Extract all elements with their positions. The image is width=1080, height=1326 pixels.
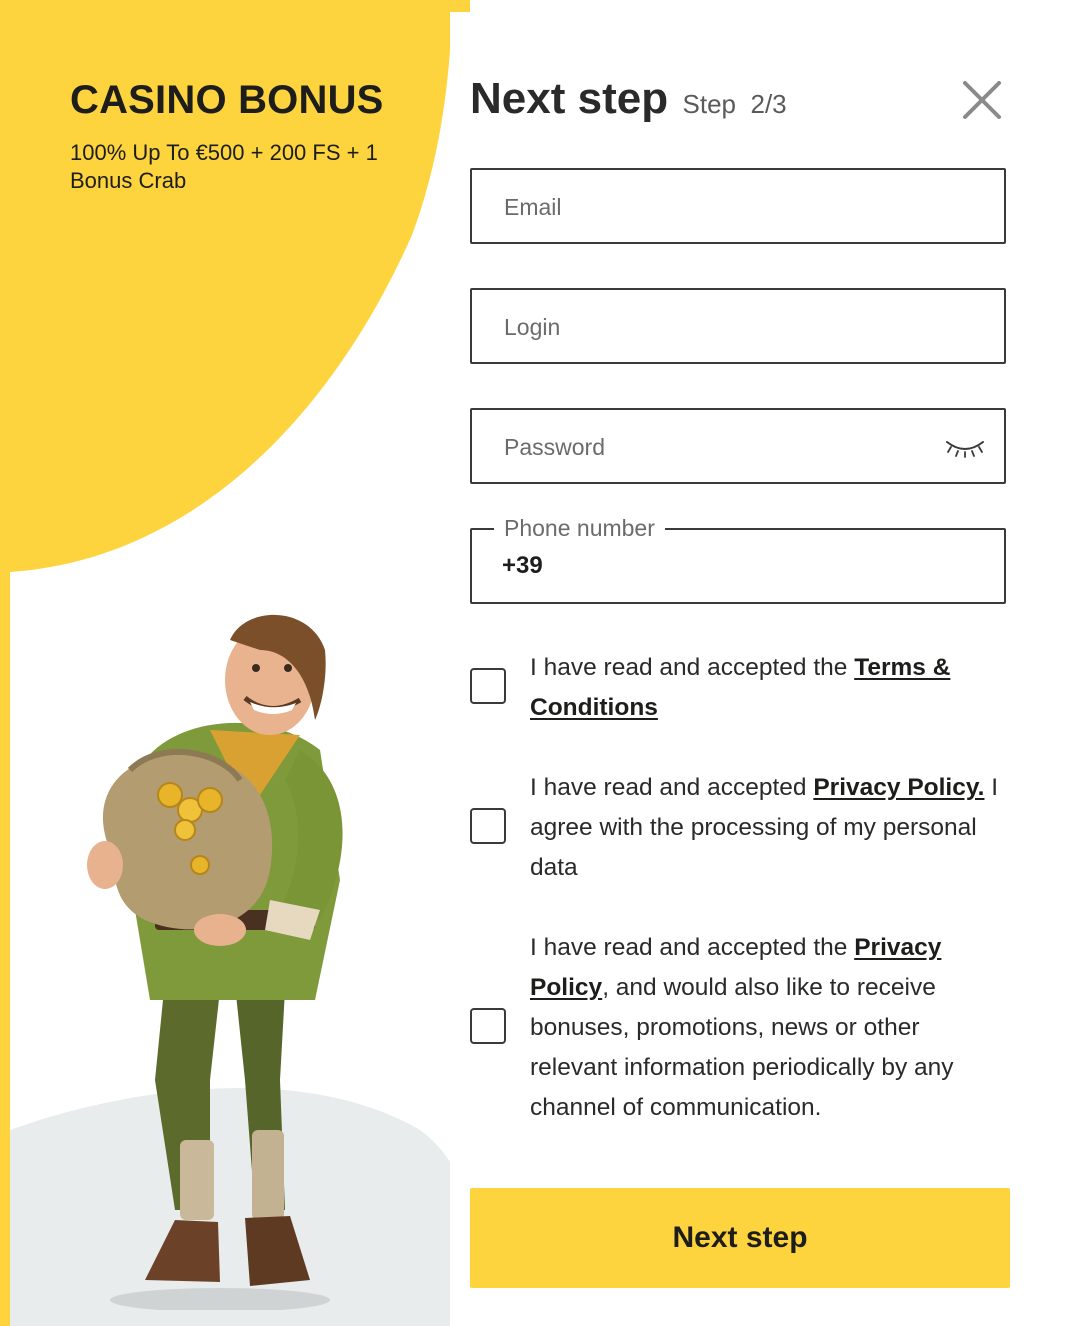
login-input[interactable] — [502, 290, 936, 364]
close-button[interactable] — [962, 80, 1002, 120]
marketing-privacy-policy-link[interactable]: Privacy Policy — [530, 934, 942, 1001]
step-label: Step — [682, 89, 737, 119]
step-counter: 2/3 — [750, 89, 787, 119]
consent-privacy-label: I have read and accepted — [530, 774, 814, 801]
password-field — [470, 408, 1006, 484]
eye-closed-icon — [944, 436, 986, 460]
email-field — [470, 168, 1006, 244]
adventurer-character-illustration — [70, 610, 370, 1310]
consent-terms-checkbox[interactable] — [470, 668, 506, 704]
consent-terms-text — [530, 648, 1010, 728]
phone-field[interactable] — [470, 515, 1006, 604]
terms-conditions-link[interactable]: Terms & Conditions — [530, 654, 951, 721]
form-heading: Next step — [470, 74, 669, 123]
consent-terms-label: I have read and accepted the — [530, 654, 855, 681]
password-input[interactable] — [502, 410, 936, 484]
consent-privacy-checkbox[interactable] — [470, 808, 506, 844]
phone-label: Phone number — [494, 514, 665, 542]
login-field — [470, 288, 1006, 364]
email-input[interactable] — [502, 170, 936, 244]
form-header — [470, 74, 787, 134]
consent-privacy-suffix: I agree with the processing of my personal data — [530, 774, 999, 881]
consent-privacy-text — [530, 768, 1010, 888]
consent-marketing-text — [530, 928, 1010, 1128]
privacy-policy-link[interactable]: Privacy Policy. — [813, 774, 985, 801]
close-icon — [962, 80, 1002, 120]
consent-marketing-label: I have read and accepted the — [530, 934, 855, 961]
phone-country-code[interactable]: +39 — [502, 552, 543, 579]
next-step-button[interactable]: Next step — [470, 1188, 1010, 1288]
promo-subtitle: 100% Up To €500 + 200 FS + 1 Bonus Crab — [70, 140, 378, 193]
consent-marketing-checkbox[interactable] — [470, 1008, 506, 1044]
consent-marketing-suffix: , and would also like to receive bonuses, promotions, news or other relevant information periodically by any channel of communication. — [530, 974, 954, 1121]
registration-form-panel — [450, 12, 1070, 1326]
promo-title: CASINO BONUS — [70, 78, 384, 122]
promo-panel — [0, 0, 470, 1326]
password-visibility-toggle[interactable] — [944, 436, 986, 460]
